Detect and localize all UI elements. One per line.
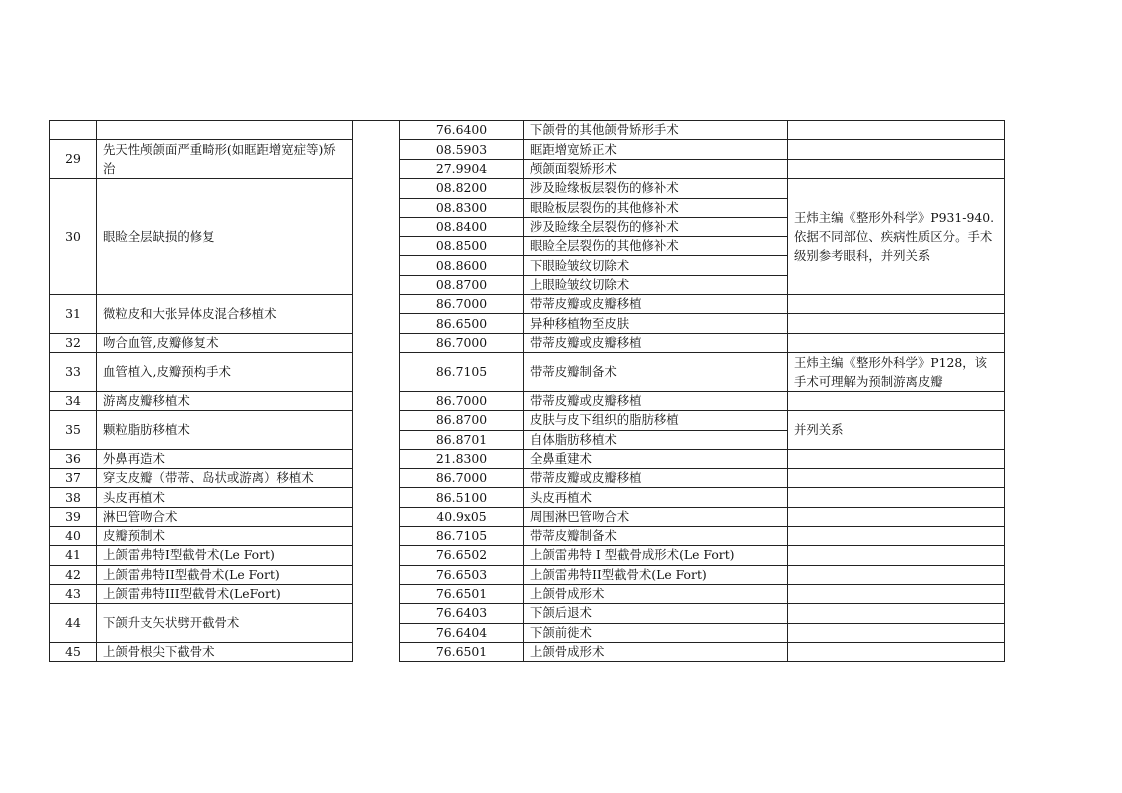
remark <box>788 584 1005 603</box>
icd-name: 带蒂皮瓣制备术 <box>524 352 788 391</box>
icd-code: 76.6501 <box>400 642 524 661</box>
icd-name: 眼睑全层裂伤的其他修补术 <box>524 237 788 256</box>
icd-name: 眼睑板层裂伤的其他修补术 <box>524 198 788 217</box>
table-row <box>50 411 1005 430</box>
procedure-name: 上颌雷弗特I型截骨术(Le Fort) <box>97 546 353 565</box>
icd-name: 异种移植物至皮肤 <box>524 314 788 333</box>
icd-code: 21.8300 <box>400 449 524 468</box>
icd-code: 86.8700 <box>400 411 524 430</box>
row-number: 41 <box>50 546 97 565</box>
table-row <box>50 333 1005 352</box>
icd-code: 08.8400 <box>400 217 524 236</box>
row-number: 39 <box>50 507 97 526</box>
icd-name: 带蒂皮瓣或皮瓣移植 <box>524 333 788 352</box>
remark <box>788 121 1005 140</box>
procedure-name: 上颌骨根尖下截骨术 <box>97 642 353 661</box>
icd-code: 08.8200 <box>400 179 524 198</box>
procedure-name: 上颌雷弗特III型截骨术(LeFort) <box>97 584 353 603</box>
icd-name: 涉及睑缘全层裂伤的修补术 <box>524 217 788 236</box>
icd-name: 上眼睑皱纹切除术 <box>524 275 788 294</box>
icd-name: 下颌骨的其他颌骨矫形手术 <box>524 121 788 140</box>
icd-code: 86.7105 <box>400 352 524 391</box>
row-number: 36 <box>50 449 97 468</box>
procedure-name: 穿支皮瓣（带蒂、岛状或游离）移植术 <box>97 469 353 488</box>
row-number: 42 <box>50 565 97 584</box>
row-number: 45 <box>50 642 97 661</box>
icd-code: 86.6500 <box>400 314 524 333</box>
row-number: 38 <box>50 488 97 507</box>
icd-code: 40.9x05 <box>400 507 524 526</box>
procedure-name: 游离皮瓣移植术 <box>97 391 353 410</box>
remark <box>788 623 1005 642</box>
row-number: 43 <box>50 584 97 603</box>
row-number: 35 <box>50 411 97 450</box>
procedure-name: 颗粒脂肪移植术 <box>97 411 353 450</box>
remark <box>788 488 1005 507</box>
table-row <box>50 527 1005 546</box>
icd-code: 08.8700 <box>400 275 524 294</box>
icd-name: 涉及睑缘板层裂伤的修补术 <box>524 179 788 198</box>
icd-name: 自体脂肪移植术 <box>524 430 788 449</box>
icd-code: 76.6403 <box>400 604 524 623</box>
icd-name: 带蒂皮瓣或皮瓣移植 <box>524 295 788 314</box>
icd-code: 86.8701 <box>400 430 524 449</box>
remark <box>788 527 1005 546</box>
remark <box>788 642 1005 661</box>
icd-name: 下颌后退术 <box>524 604 788 623</box>
table-row <box>50 140 1005 160</box>
icd-code: 86.7105 <box>400 527 524 546</box>
row-number: 32 <box>50 333 97 352</box>
icd-name: 下颌前徙术 <box>524 623 788 642</box>
icd-name: 带蒂皮瓣制备术 <box>524 527 788 546</box>
icd-name: 下眼睑皱纹切除术 <box>524 256 788 275</box>
remark <box>788 507 1005 526</box>
row-number: 31 <box>50 295 97 334</box>
procedure-name: 吻合血管,皮瓣修复术 <box>97 333 353 352</box>
table-row <box>50 449 1005 468</box>
procedure-name: 眼睑全层缺损的修复 <box>97 179 353 295</box>
row-number: 40 <box>50 527 97 546</box>
remark <box>788 604 1005 623</box>
icd-code: 76.6501 <box>400 584 524 603</box>
table-row <box>50 604 1005 623</box>
procedure-name: 外鼻再造术 <box>97 449 353 468</box>
table-row <box>50 179 1005 198</box>
table-row <box>50 546 1005 565</box>
table-row <box>50 565 1005 584</box>
row-number: 37 <box>50 469 97 488</box>
icd-name: 眶距增宽矫正术 <box>524 140 788 160</box>
icd-code: 86.5100 <box>400 488 524 507</box>
icd-code: 86.7000 <box>400 391 524 410</box>
table-row <box>50 584 1005 603</box>
table-row <box>50 642 1005 661</box>
icd-code: 08.8300 <box>400 198 524 217</box>
procedure-name: 头皮再植术 <box>97 488 353 507</box>
row-number: 30 <box>50 179 97 295</box>
remark: 王炜主编《整形外科学》P128，该手术可理解为预制游离皮瓣 <box>788 352 1005 391</box>
table-row <box>50 352 1005 391</box>
procedure-name: 淋巴管吻合术 <box>97 507 353 526</box>
icd-code: 76.6503 <box>400 565 524 584</box>
icd-name: 上颌骨成形术 <box>524 584 788 603</box>
remark <box>788 469 1005 488</box>
icd-code: 08.5903 <box>400 140 524 160</box>
row-number: 33 <box>50 352 97 391</box>
icd-name: 上颌骨成形术 <box>524 642 788 661</box>
table-row <box>50 295 1005 314</box>
row-number: 29 <box>50 140 97 179</box>
procedure-table <box>49 120 1005 662</box>
table-row <box>50 469 1005 488</box>
procedure-name: 血管植入,皮瓣预构手术 <box>97 352 353 391</box>
icd-code: 27.9904 <box>400 159 524 179</box>
icd-code: 86.7000 <box>400 333 524 352</box>
row-number: 44 <box>50 604 97 643</box>
remark: 并列关系 <box>788 411 1005 450</box>
procedure-name: 先天性颅颌面严重畸形(如眶距增宽症等)矫治 <box>97 140 353 179</box>
remark <box>788 546 1005 565</box>
icd-code: 86.7000 <box>400 295 524 314</box>
remark <box>788 295 1005 314</box>
table-row <box>50 507 1005 526</box>
remark <box>788 159 1005 179</box>
procedure-name: 下颌升支矢状劈开截骨术 <box>97 604 353 643</box>
procedure-name: 微粒皮和大张异体皮混合移植术 <box>97 295 353 334</box>
icd-name: 带蒂皮瓣或皮瓣移植 <box>524 469 788 488</box>
remark <box>788 333 1005 352</box>
icd-code: 76.6400 <box>400 121 524 140</box>
table-row <box>50 488 1005 507</box>
spacer-column <box>353 121 400 662</box>
table-row <box>50 391 1005 410</box>
icd-name: 皮肤与皮下组织的脂肪移植 <box>524 411 788 430</box>
remark <box>788 314 1005 333</box>
remark: 王炜主编《整形外科学》P931-940.依据不同部位、疾病性质区分。手术级别参考眼科，并列关系 <box>788 179 1005 295</box>
row-number <box>50 121 97 140</box>
icd-name: 颅颌面裂矫形术 <box>524 159 788 179</box>
procedure-name: 上颌雷弗特II型截骨术(Le Fort) <box>97 565 353 584</box>
icd-code: 76.6502 <box>400 546 524 565</box>
icd-code: 76.6404 <box>400 623 524 642</box>
row-number: 34 <box>50 391 97 410</box>
icd-code: 08.8600 <box>400 256 524 275</box>
icd-code: 86.7000 <box>400 469 524 488</box>
remark <box>788 391 1005 410</box>
icd-name: 上颌雷弗特II型截骨术(Le Fort) <box>524 565 788 584</box>
procedure-name: 皮瓣预制术 <box>97 527 353 546</box>
remark <box>788 449 1005 468</box>
icd-code: 08.8500 <box>400 237 524 256</box>
icd-name: 上颌雷弗特 I 型截骨成形术(Le Fort) <box>524 546 788 565</box>
icd-name: 全鼻重建术 <box>524 449 788 468</box>
icd-name: 头皮再植术 <box>524 488 788 507</box>
icd-name: 带蒂皮瓣或皮瓣移植 <box>524 391 788 410</box>
icd-name: 周围淋巴管吻合术 <box>524 507 788 526</box>
procedure-name <box>97 121 353 140</box>
table-row <box>50 121 1005 140</box>
remark <box>788 140 1005 160</box>
remark <box>788 565 1005 584</box>
